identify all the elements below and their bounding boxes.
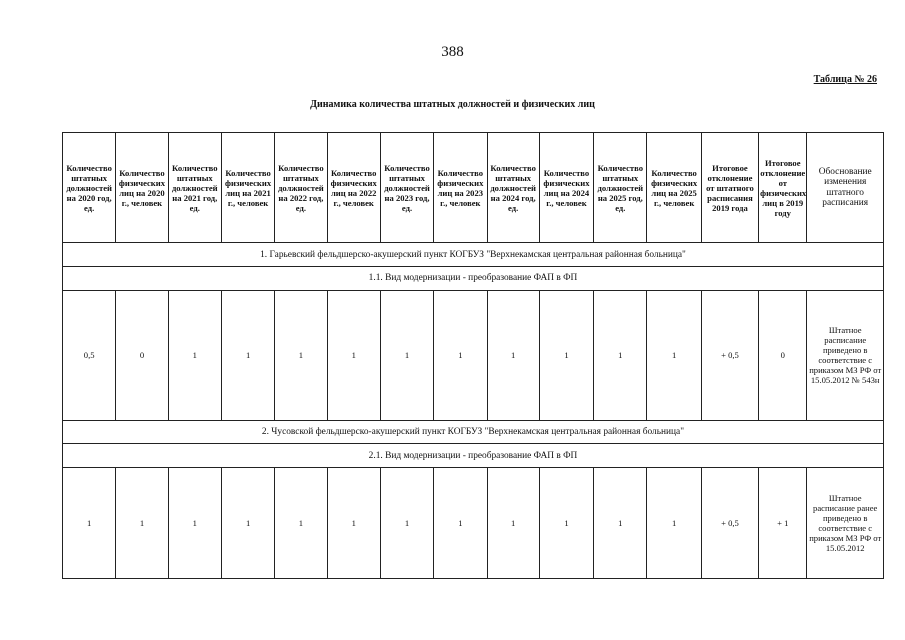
column-header: Количество физических лиц на 2023 г., человек: [434, 133, 487, 243]
table-label: Таблица № 26: [813, 74, 877, 85]
section-title: 2. Чусовской фельдшерско-акушерский пункт КОГБУЗ "Верхнекамская центральная районная больница": [63, 421, 884, 444]
table-title: Динамика количества штатных должностей и физических лиц: [310, 99, 595, 110]
column-header: Количество штатных должностей на 2024 год, ед.: [487, 133, 539, 243]
table-cell: 0: [116, 290, 168, 421]
table-cell: 1: [380, 290, 433, 421]
subsection-row: [63, 266, 884, 290]
section-title: 1. Гарьевский фельдшерско-акушерский пункт КОГБУЗ "Верхнекамская центральная районная больница": [63, 243, 884, 266]
column-header: Количество штатных должностей на 2022 год, ед.: [275, 133, 327, 243]
column-header: Количество физических лиц на 2021 г., человек: [221, 133, 274, 243]
table-cell: 0,5: [63, 290, 116, 421]
table-cell: 1: [63, 468, 116, 579]
table-cell: 0: [759, 290, 807, 421]
column-header: Количество физических лиц на 2020 г., человек: [116, 133, 168, 243]
column-header: Количество штатных должностей на 2025 год, ед.: [594, 133, 647, 243]
table-cell: 1: [221, 468, 274, 579]
column-header: Количество физических лиц на 2025 г., человек: [647, 133, 701, 243]
table-cell: + 0,5: [701, 468, 758, 579]
column-header: Итоговое отклонение от штатного расписания 2019 года: [701, 133, 758, 243]
table-cell: 1: [539, 468, 593, 579]
table-cell: 1: [434, 468, 487, 579]
table-cell: 1: [539, 290, 593, 421]
page-number: 388: [441, 44, 464, 60]
staffing-table: [62, 132, 884, 579]
column-header: Количество штатных должностей на 2020 год, ед.: [63, 133, 116, 243]
table-cell: 1: [594, 290, 647, 421]
column-header: Обоснование изменения штатного расписания: [807, 133, 884, 243]
section-row: [63, 421, 884, 444]
basis-cell: Штатное расписание ранее приведено в соответствие с приказом МЗ РФ от 15.05.2012: [807, 468, 884, 579]
subsection-title: 1.1. Вид модернизации - преобразование ФАП в ФП: [63, 266, 884, 290]
table-cell: 1: [434, 290, 487, 421]
table-cell: 1: [168, 468, 221, 579]
subsection-row: [63, 444, 884, 468]
table-cell: 1: [647, 290, 701, 421]
section-row: [63, 243, 884, 266]
table-row: [63, 468, 884, 579]
subsection-title: 2.1. Вид модернизации - преобразование ФАП в ФП: [63, 444, 884, 468]
table-cell: 1: [327, 468, 380, 579]
table-row: [63, 290, 884, 421]
table-cell: 1: [275, 468, 327, 579]
column-header: Итоговое отклонение от физических лиц в 2019 году: [759, 133, 807, 243]
table-cell: 1: [487, 468, 539, 579]
table-cell: 1: [647, 468, 701, 579]
column-header: Количество физических лиц на 2024 г., человек: [539, 133, 593, 243]
table-cell: 1: [327, 290, 380, 421]
table-cell: 1: [487, 290, 539, 421]
column-header: Количество штатных должностей на 2023 год, ед.: [380, 133, 433, 243]
table-cell: 1: [594, 468, 647, 579]
table-cell: 1: [116, 468, 168, 579]
table-cell: + 1: [759, 468, 807, 579]
column-header: Количество физических лиц на 2022 г., человек: [327, 133, 380, 243]
header-row: [63, 133, 884, 243]
column-header: Количество штатных должностей на 2021 год, ед.: [168, 133, 221, 243]
basis-cell: Штатное расписание приведено в соответствие с приказом МЗ РФ от 15.05.2012 № 543н: [807, 290, 884, 421]
table-cell: + 0,5: [701, 290, 758, 421]
table-cell: 1: [275, 290, 327, 421]
table-cell: 1: [168, 290, 221, 421]
table-cell: 1: [221, 290, 274, 421]
table-cell: 1: [380, 468, 433, 579]
